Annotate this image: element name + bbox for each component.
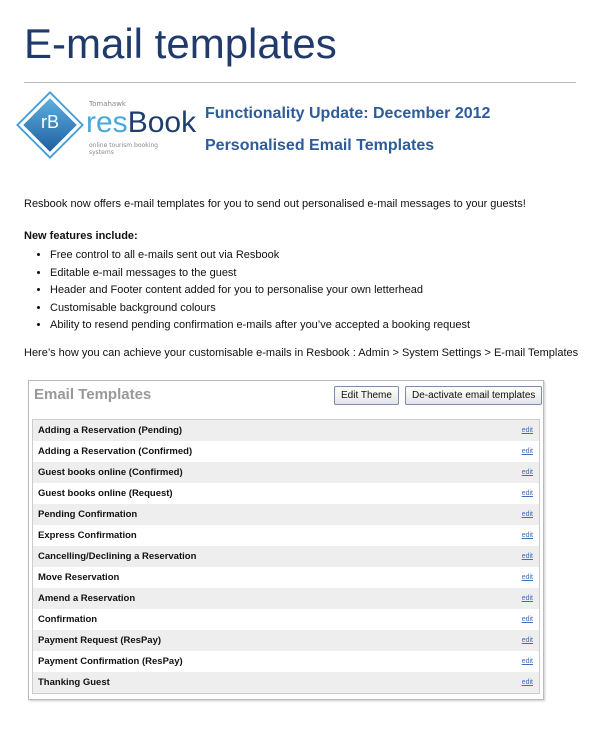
intro-text: Resbook now offers e-mail templates for you to send out personalised e-mail messages to your guests! (24, 198, 526, 210)
template-name: Amend a Reservation (38, 593, 136, 604)
template-row (33, 525, 539, 546)
template-name: Adding a Reservation (Pending) (38, 425, 183, 436)
heading-subtitle: Personalised Email Templates (205, 137, 435, 154)
edit-link[interactable]: edit (521, 574, 533, 581)
template-name: Cancelling/Declining a Reservation (38, 551, 197, 562)
template-row (33, 441, 539, 462)
logo-book: Book (127, 106, 197, 139)
logo-res: res (86, 106, 128, 139)
template-name: Guest books online (Request) (38, 488, 173, 499)
divider (24, 82, 576, 83)
template-row (33, 609, 539, 630)
template-name: Confirmation (38, 614, 98, 625)
template-row (33, 483, 539, 504)
edit-link[interactable]: edit (521, 448, 533, 455)
feature-item: • Header and Footer content added for you to personalise your own letterhead (50, 282, 470, 300)
edit-link[interactable]: edit (521, 511, 533, 518)
panel-title: Email Templates (34, 386, 152, 403)
template-row (33, 672, 539, 693)
edit-theme-button[interactable]: Edit Theme (334, 386, 399, 405)
logo-tagline: online tourism booking systems (89, 142, 158, 156)
template-row (33, 462, 539, 483)
template-row (33, 420, 539, 441)
template-name: Express Confirmation (38, 530, 137, 541)
edit-link[interactable]: edit (521, 469, 533, 476)
feature-item: • Ability to resend pending confirmation e-mails after you’ve accepted a booking request (50, 317, 470, 335)
edit-link[interactable]: edit (521, 595, 533, 602)
template-name: Adding a Reservation (Confirmed) (38, 446, 193, 457)
features-list (28, 247, 470, 335)
feature-item: • Editable e-mail messages to the guest (50, 265, 470, 283)
feature-item: • Free control to all e-mails sent out via Resbook (50, 247, 470, 265)
edit-link[interactable]: edit (521, 616, 533, 623)
logo-initials: rB (41, 112, 59, 132)
heading-update: Functionality Update: December 2012 (205, 105, 491, 122)
template-name: Payment Request (ResPay) (38, 635, 162, 646)
template-name: Thanking Guest (38, 677, 110, 688)
edit-link[interactable]: edit (521, 637, 533, 644)
edit-link[interactable]: edit (521, 553, 533, 560)
features-label: New features include: (24, 230, 138, 242)
edit-link[interactable]: edit (521, 490, 533, 497)
template-name: Payment Confirmation (ResPay) (38, 656, 183, 667)
template-name: Move Reservation (38, 572, 120, 583)
edit-link[interactable]: edit (521, 427, 533, 434)
template-row (33, 630, 539, 651)
template-row (33, 651, 539, 672)
template-row (33, 546, 539, 567)
edit-link[interactable]: edit (521, 532, 533, 539)
logo-prefix: Tomahawk (89, 100, 126, 108)
templates-list (32, 419, 540, 694)
template-row (33, 504, 539, 525)
resbook-logo (24, 100, 197, 156)
page-title: E-mail templates (24, 20, 337, 67)
logo-brand (86, 106, 196, 140)
feature-item: • Customisable background colours (50, 300, 470, 318)
deactivate-templates-button[interactable]: De-activate email templates (405, 386, 542, 405)
template-row (33, 567, 539, 588)
template-name: Pending Confirmation (38, 509, 138, 520)
template-row (33, 588, 539, 609)
howto-text: Here’s how you can achieve your customisable e-mails in Resbook : Admin > System Settings > E-mail Templates (24, 347, 579, 359)
email-templates-panel (28, 380, 544, 700)
edit-link[interactable]: edit (521, 658, 533, 665)
edit-link[interactable]: edit (521, 679, 533, 686)
template-name: Guest books online (Confirmed) (38, 467, 183, 478)
